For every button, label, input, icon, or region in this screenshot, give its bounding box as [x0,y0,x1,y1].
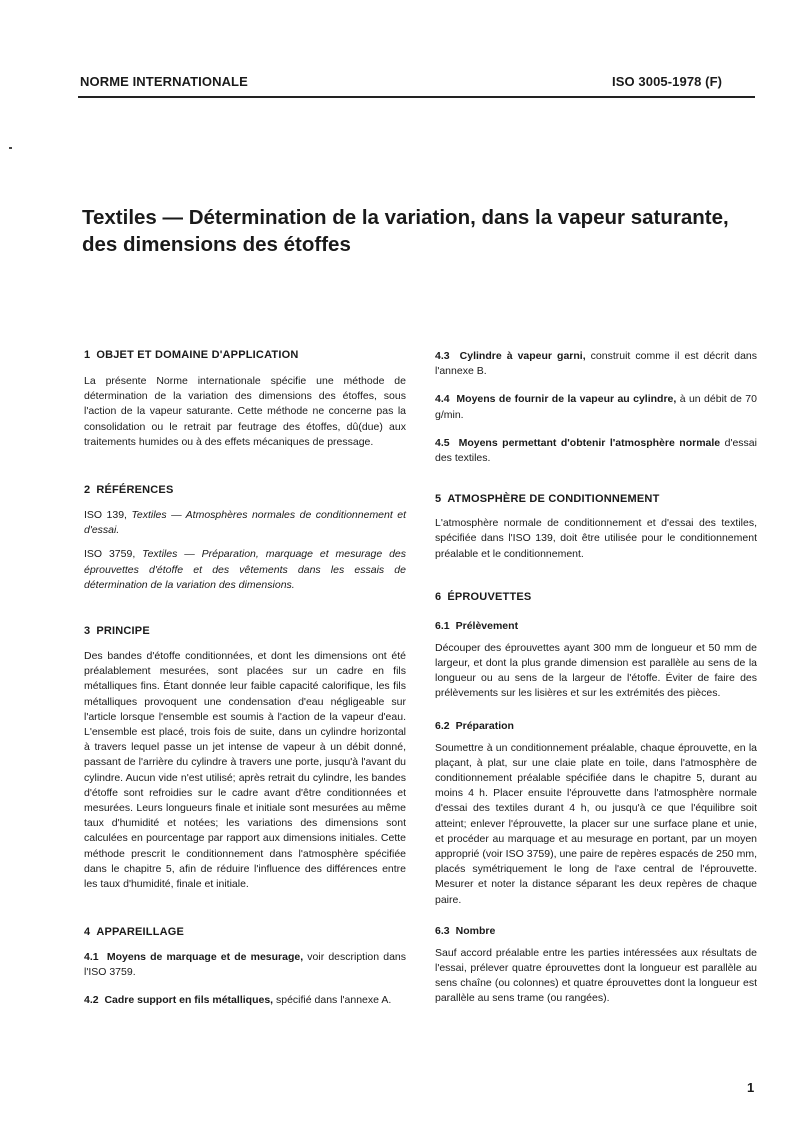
item-4-5 [435,436,757,466]
section-6-title: ÉPROUVETTES [447,590,532,603]
subsection-6-3-title: Nombre [455,924,496,937]
item-4-2 [84,993,406,1008]
item-4-5-text: d'essai des textiles. [435,436,757,465]
section-4-heading [84,926,406,938]
section-5-heading [435,493,757,505]
section-3-title: PRINCIPE [96,625,150,638]
section-1-number: 1 [84,349,91,361]
reference-iso-3759 [84,547,406,593]
header-rule [78,96,755,98]
document-title: Textiles — Détermination de la variation, dans la vapeur saturante, des dimensions des étoffes [82,206,729,256]
header-standard-type: NORME INTERNATIONALE [80,74,248,89]
section-1-heading [84,349,406,361]
section-4-title: APPAREILLAGE [96,926,185,939]
item-4-4 [435,392,757,422]
page-number: 1 [747,1080,755,1095]
item-4-1 [84,950,406,980]
section-3-heading [84,625,406,637]
section-2-heading [84,484,406,496]
subsection-6-2-text: Soumettre à un conditionnement préalable, chaque éprouvette, en la plaçant, à plat, sur une claie plate en toile, dans l'atmosphère de conditionnement préalable spécifiée dans le chapitre 5, durant au moins 4 h. Placer ensuite l'éprouvette dans l'atmosphère normale d'essai des textiles durant 4 h, ou jusqu'à ce que l'équilibre soit atteint; enlever l'éprouvette, la placer sur une surface plane et unie, et procéder au marquage et au mesurage en portant, par un moyen approprié (voir ISO 3759), une paire de repères espacés de 250 mm, placés symétriquement le long de l'axe central de l'éprouvette. Mesurer et noter la distance séparant les deux repères de chaque paire. [435,741,757,906]
section-1-text: La présente Norme internationale spécifie une méthode de détermination de la variation des dimensions des étoffes, sous l'action de la vapeur saturante. Cette méthode ne concerne pas la consolidation ou le retrait par feutrage des étoffes, dû(due) aux traitements humides ou à des effets mécaniques de pressage. [84,375,406,448]
section-3 [84,625,406,892]
margin-mark [9,147,12,149]
section-2-title: RÉFÉRENCES [96,484,174,497]
section-6 [435,591,757,1007]
item-4-2-number: 4.2 [84,993,99,1006]
section-4-number: 4 [84,926,91,939]
item-4-4-text: à un débit de 70 g/min. [435,393,757,421]
item-4-1-text: voir description dans l'ISO 3759. [84,951,407,979]
subsection-6-1-heading [435,620,757,632]
reference-1-code: ISO 139, [84,509,127,522]
section-5-title: ATMOSPHÈRE DE CONDITIONNEMENT [447,493,660,506]
subsection-6-2-title: Préparation [455,719,514,732]
section-6-number: 6 [435,590,442,603]
section-1-title: OBJET ET DOMAINE D'APPLICATION [96,349,299,361]
item-4-5-number: 4.5 [435,436,450,449]
header-standard-id: ISO 3005-1978 (F) [612,74,723,89]
subsection-6-1-text: Découper des éprouvettes ayant 300 mm de longueur et 50 mm de largeur, et dont la plus grande dimension est parallèle au sens de la longueur ou au sens de la largeur de l'étoffe. Éviter de faire des prélèvements sur les lisières et sur les extrémités des pièces. [435,641,757,700]
item-4-3-number: 4.3 [435,350,450,362]
subsection-6-3-number: 6.3 [435,924,450,937]
reference-2-code: ISO 3759, [84,548,136,561]
item-4-3 [435,349,757,379]
item-4-2-text: spécifié dans l'annexe A. [273,993,392,1006]
section-3-text: Des bandes d'étoffe conditionnées, et dont les dimensions ont été préalablement mesurées, sont placées sur un cadre en fils métalliques fins. Étant donnée leur faible capacité calorifique, les fils métalliques provoquent une condensation d'eau négligeable sur l'article lorsque l'ensemble est soumis à l'action de la vapeur d'eau. L'ensemble est placé, trois fois de suite, dans un cylindre horizontal à travers lequel passe un jet intense de vapeur à un débit donné, passant de l'arrière du cylindre à travers une porte, jusqu'à l'avant du cylindre. Aucun vide n'est utilisé; après retrait du cylindre, les bandes d'étoffe sont refroidies sur le cadre avant d'être conditionnées et mesurées. Leurs longueurs finale et initiale sont mesurées au même taux d'humidité et notées; les variations des dimensions sont calculées en pourcentage par rapport aux dimensions initiales. Cette méthode prescrit le conditionnement dans l'atmosphère spécifiée dans le chapitre 5, afin de réduire l'influence des différences entre les taux d'humidité, finale et initiale. [84,650,406,891]
section-5 [435,493,757,562]
subsection-6-3-heading [435,925,757,937]
subsection-6-1-title: Prélèvement [455,619,519,632]
right-column [435,349,757,1007]
item-4-5-lead: Moyens permettant d'obtenir l'atmosphère normale [458,436,721,449]
subsection-6-3-text: Sauf accord préalable entre les parties intéressées aux résultats de l'essai, prélever quatre éprouvettes dont la longueur est parallèle au sens chaîne (ou colonnes) et quatre éprouvettes dont la longueur est parallèle au sens trame (ou rangées). [435,946,757,1005]
subsection-6-1-number: 6.1 [435,619,450,632]
subsection-6-2-heading [435,720,757,732]
reference-iso-139 [84,508,406,538]
section-5-number: 5 [435,493,442,506]
item-4-2-lead: Cadre support en fils métalliques, [104,993,274,1006]
subsection-6-2-number: 6.2 [435,719,450,732]
item-4-4-lead: Moyens de fournir de la vapeur au cylindre, [456,393,677,406]
section-2 [84,484,406,593]
section-1 [84,349,406,450]
section-3-number: 3 [84,625,91,638]
item-4-3-text: construit comme il est décrit dans l'annexe B. [435,350,757,378]
reference-2-title: Textiles — Préparation, marquage et mesurage des éprouvettes d'étoffe et des vêtements dans les essais de détermination de la variation des dimensions. [84,548,407,591]
section-4 [84,926,406,1008]
reference-1-title: Textiles — Atmosphères normales de conditionnement et d'essai. [84,509,406,537]
section-5-text: L'atmosphère normale de conditionnement et d'essai des textiles, spécifiée dans l'ISO 139, doit être utilisée pour le conditionnement préalable et le conditionnement. [435,517,757,560]
item-4-1-number: 4.1 [84,951,99,964]
section-6-heading [435,591,757,603]
item-4-4-number: 4.4 [435,393,450,406]
item-4-1-lead: Moyens de marquage et de mesurage, [106,951,304,964]
section-2-number: 2 [84,484,91,497]
left-column [84,349,406,1008]
item-4-3-lead: Cylindre à vapeur garni, [459,350,586,362]
